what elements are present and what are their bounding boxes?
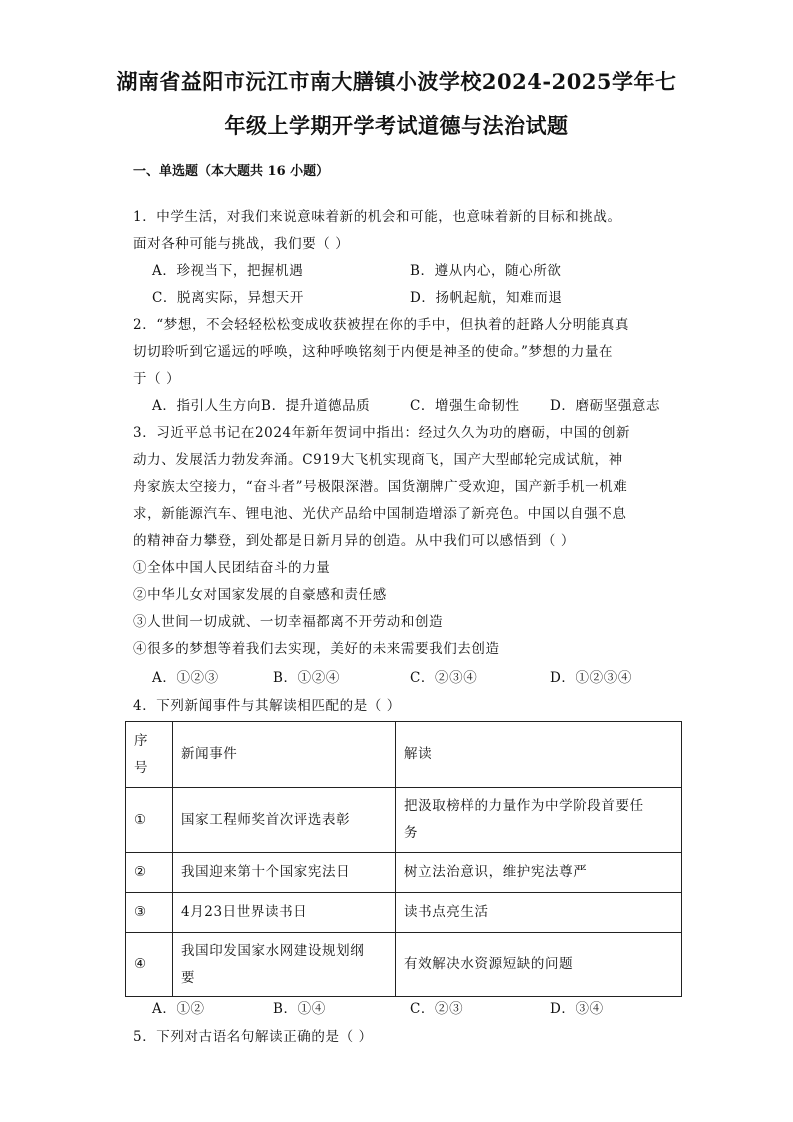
- q2-option-c: C．增强生命韧性: [410, 398, 520, 414]
- q1-option-d: D．扬帆起航，知难而退: [410, 290, 563, 306]
- row-reading: 树立法治意识，维护宪法尊严: [396, 853, 682, 893]
- table-header-row: [126, 722, 682, 788]
- q4-option-d: D．③④: [550, 1001, 604, 1017]
- section-heading: 一、单选题（本大题共 16 小题）: [133, 164, 330, 179]
- news-table: [125, 721, 682, 997]
- q3-item-4: ④很多的梦想等着我们去实现，美好的未来需要我们去创造: [133, 641, 500, 657]
- q3-item-1: ①全体中国人民团结奋斗的力量: [133, 560, 331, 576]
- q2-stem-line3: 于（ ）: [133, 371, 181, 387]
- q3-stem-line4: 求，新能源汽车、锂电池、光伏产品给中国制造增添了新亮色。中国以自强不息: [133, 506, 627, 522]
- table-row: [126, 853, 682, 893]
- q2-stem-line1: 2．“梦想，不会轻轻松松变成收获被捏在你的手中，但执着的赶路人分明能真真: [133, 317, 630, 333]
- row-reading: 读书点亮生活: [396, 893, 682, 933]
- header-num: 序 号: [126, 722, 173, 788]
- row-num: ①: [126, 788, 173, 853]
- q1-option-b: B．遵从内心，随心所欲: [410, 263, 562, 279]
- q1-option-c: C．脱离实际，异想天开: [152, 290, 304, 306]
- exam-title-line2: 年级上学期开学考试道德与法治试题: [224, 113, 569, 138]
- q4-option-c: C．②③: [410, 1001, 464, 1017]
- q3-option-b: B．①②④: [273, 670, 340, 686]
- q1-stem-line2: 面对各种可能与挑战，我们要（ ）: [133, 236, 350, 252]
- header-reading: 解读: [396, 722, 682, 788]
- q2-option-d: D．磨砺坚强意志: [550, 398, 661, 414]
- q2-option-ab: A．指引人生方向B．提升道德品质: [152, 398, 371, 414]
- q1-option-a: A．珍视当下，把握机遇: [152, 263, 304, 279]
- table-row: [126, 788, 682, 853]
- q3-item-2: ②中华儿女对国家发展的自豪感和责任感: [133, 587, 387, 603]
- q3-stem-line3: 舟家族太空接力，“奋斗者”号极限深潜。国货潮牌广受欢迎，国产新手机一机难: [133, 479, 628, 495]
- q4-stem-line1: 4．下列新闻事件与其解读相匹配的是（ ）: [133, 698, 401, 714]
- q1-stem-line1: 1．中学生活，对我们来说意味着新的机会和可能，也意味着新的目标和挑战。: [133, 209, 622, 225]
- q3-item-3: ③人世间一切成就、一切幸福都离不开劳动和创造: [133, 614, 444, 630]
- row-event: 我国迎来第十个国家宪法日: [173, 853, 396, 893]
- exam-title-line1: 湖南省益阳市沅江市南大膳镇小波学校2024-2025学年七: [116, 69, 677, 94]
- row-reading: 把汲取榜样的力量作为中学阶段首要任 务: [396, 788, 682, 853]
- row-reading: 有效解决水资源短缺的问题: [396, 933, 682, 997]
- q3-option-a: A．①②③: [152, 670, 219, 686]
- table-row: [126, 893, 682, 933]
- q3-option-d: D．①②③④: [550, 670, 632, 686]
- q4-option-b: B．①④: [273, 1001, 326, 1017]
- row-event: 4月23日世界读书日: [173, 893, 396, 933]
- q3-option-c: C．②③④: [410, 670, 478, 686]
- q4-option-a: A．①②: [152, 1001, 205, 1017]
- row-num: ③: [126, 893, 173, 933]
- row-num: ④: [126, 933, 173, 997]
- q2-stem-line2: 切切聆听到它遥远的呼唤，这种呼唤铭刻于内便是神圣的使命。”梦想的力量在: [133, 344, 614, 360]
- q5-stem-line1: 5．下列对古语名句解读正确的是（ ）: [133, 1029, 373, 1045]
- row-event: 国家工程师奖首次评选表彰: [173, 788, 396, 853]
- q3-stem-line1: 3．习近平总书记在2024年新年贺词中指出：经过久久为功的磨砺，中国的创新: [133, 425, 631, 441]
- q3-stem-line5: 的精神奋力攀登，到处都是日新月异的创造。从中我们可以感悟到（ ）: [133, 533, 575, 549]
- header-event: 新闻事件: [173, 722, 396, 788]
- table-row: [126, 933, 682, 997]
- q3-stem-line2: 动力、发展活力勃发奔涌。C919大飞机实现商飞，国产大型邮轮完成试航，神: [133, 452, 623, 468]
- row-num: ②: [126, 853, 173, 893]
- row-event: 我国印发国家水网建设规划纲 要: [173, 933, 396, 997]
